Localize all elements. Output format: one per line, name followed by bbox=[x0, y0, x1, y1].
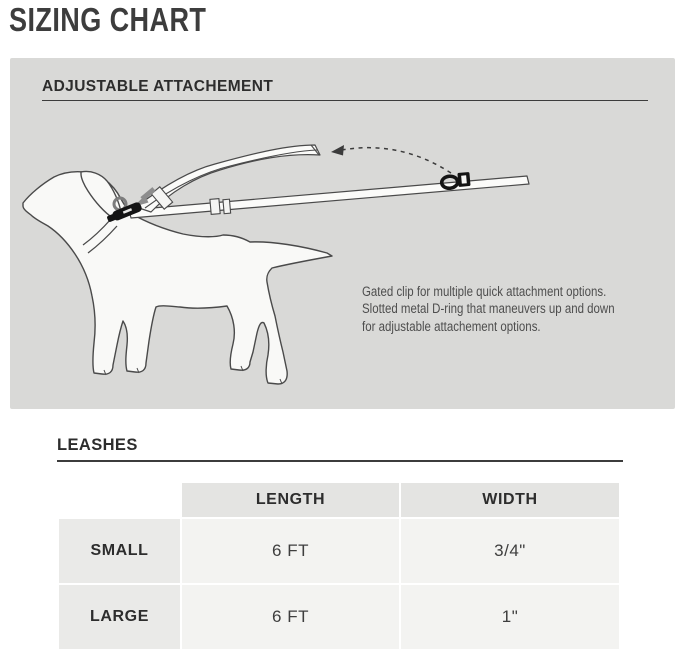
description-line: Gated clip for multiple quick attachment options. bbox=[362, 284, 607, 299]
column-header-length: LENGTH bbox=[182, 483, 399, 517]
width-value: 3/4" bbox=[401, 519, 619, 583]
strap-keeper bbox=[210, 199, 220, 215]
attachment-description bbox=[362, 283, 615, 335]
panel-heading: ADJUSTABLE ATTACHEMENT bbox=[42, 78, 274, 95]
row-label: SMALL bbox=[59, 519, 180, 583]
length-value: 6 FT bbox=[182, 519, 399, 583]
corner-cell bbox=[59, 483, 180, 517]
page-title: SIZING CHART bbox=[9, 1, 207, 38]
adjustable-attachment-panel bbox=[10, 58, 675, 409]
width-value: 1" bbox=[401, 585, 619, 649]
length-value: 6 FT bbox=[182, 585, 399, 649]
strap-keeper bbox=[223, 199, 231, 214]
dog-leash-illustration bbox=[10, 58, 675, 409]
row-label: LARGE bbox=[59, 585, 180, 649]
description-line: Slotted metal D-ring that maneuvers up and down bbox=[362, 301, 615, 317]
leashes-heading: LEASHES bbox=[57, 436, 138, 454]
column-header-width: WIDTH bbox=[401, 483, 619, 517]
table-row-small bbox=[59, 519, 619, 583]
leashes-table bbox=[57, 481, 621, 651]
leashes-underline bbox=[57, 460, 623, 462]
table-row-large bbox=[59, 585, 619, 649]
motion-dashed-arrow bbox=[331, 145, 451, 173]
motion-arrowhead bbox=[331, 145, 344, 156]
description-line: for adjustable attachement options. bbox=[362, 318, 541, 334]
table-header-row bbox=[59, 483, 619, 517]
